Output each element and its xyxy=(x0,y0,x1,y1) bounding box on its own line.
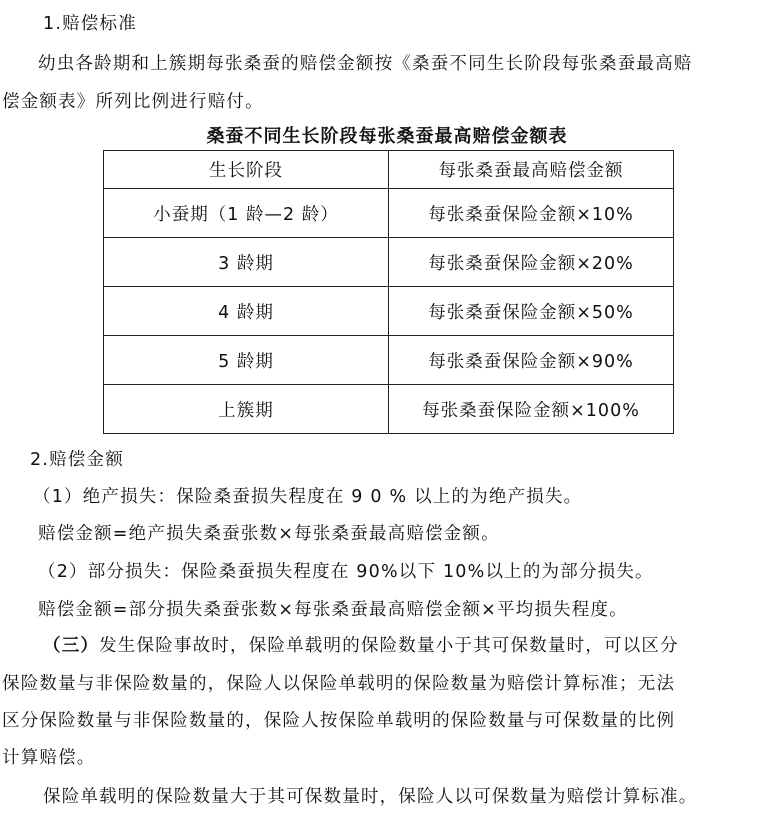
table-cell-amount: 每张桑蚕保险金额×10% xyxy=(389,189,674,238)
table-cell-stage: 5 龄期 xyxy=(104,336,389,385)
table-title: 桑蚕不同生长阶段每张桑蚕最高赔偿金额表 xyxy=(206,126,568,147)
table-row xyxy=(104,385,674,434)
table-cell-amount: 每张桑蚕保险金额×20% xyxy=(389,238,674,287)
table-cell-stage: 小蚕期（1 龄—2 龄） xyxy=(104,189,389,238)
section2-heading: 2.赔偿金额 xyxy=(30,450,124,470)
table-cell-stage: 3 龄期 xyxy=(104,238,389,287)
section3-paragraph-line4: 计算赔偿。 xyxy=(2,748,96,768)
section2-formula2: 赔偿金额=部分损失桑蚕张数×每张桑蚕最高赔偿金额×平均损失程度。 xyxy=(38,600,628,620)
table-cell-amount: 每张桑蚕保险金额×50% xyxy=(389,287,674,336)
table-row xyxy=(104,189,674,238)
table-row xyxy=(104,238,674,287)
table-cell-amount: 每张桑蚕保险金额×100% xyxy=(389,385,674,434)
table-row xyxy=(104,336,674,385)
table-header-cell: 生长阶段 xyxy=(104,151,389,189)
table-header-row xyxy=(104,151,674,189)
table-header-cell: 每张桑蚕最高赔偿金额 xyxy=(389,151,674,189)
section3-paragraph-line5: 保险单载明的保险数量大于其可保数量时，保险人以可保数量为赔偿计算标准。 xyxy=(43,787,698,807)
section2-item1: （1）绝产损失：保险桑蚕损失程度在 9 0 % 以上的为绝产损失。 xyxy=(33,487,583,507)
table-cell-stage: 上簇期 xyxy=(104,385,389,434)
section2-item2: （2）部分损失：保险桑蚕损失程度在 90%以下 10%以上的为部分损失。 xyxy=(38,562,654,582)
table-row xyxy=(104,287,674,336)
section3-label: （三） xyxy=(43,636,100,656)
section1-paragraph-line2: 偿金额表》所列比例进行赔付。 xyxy=(2,92,264,112)
section3-paragraph-line1 xyxy=(43,632,679,657)
compensation-table xyxy=(103,150,674,434)
section3-line1-text: 发生保险事故时，保险单载明的保险数量小于其可保数量时，可以区分 xyxy=(99,636,679,656)
section1-paragraph-line1: 幼虫各龄期和上簇期每张桑蚕的赔偿金额按《桑蚕不同生长阶段每张桑蚕最高赔 xyxy=(38,54,693,74)
table-cell-stage: 4 龄期 xyxy=(104,287,389,336)
section2-formula1: 赔偿金额=绝产损失桑蚕张数×每张桑蚕最高赔偿金额。 xyxy=(38,524,500,544)
table-cell-amount: 每张桑蚕保险金额×90% xyxy=(389,336,674,385)
section3-paragraph-line3: 区分保险数量与非保险数量的，保险人按保险单载明的保险数量与可保数量的比例 xyxy=(2,711,676,731)
section3-paragraph-line2: 保险数量与非保险数量的，保险人以保险单载明的保险数量为赔偿计算标准；无法 xyxy=(2,674,676,694)
section1-heading: 1.赔偿标准 xyxy=(43,14,137,34)
